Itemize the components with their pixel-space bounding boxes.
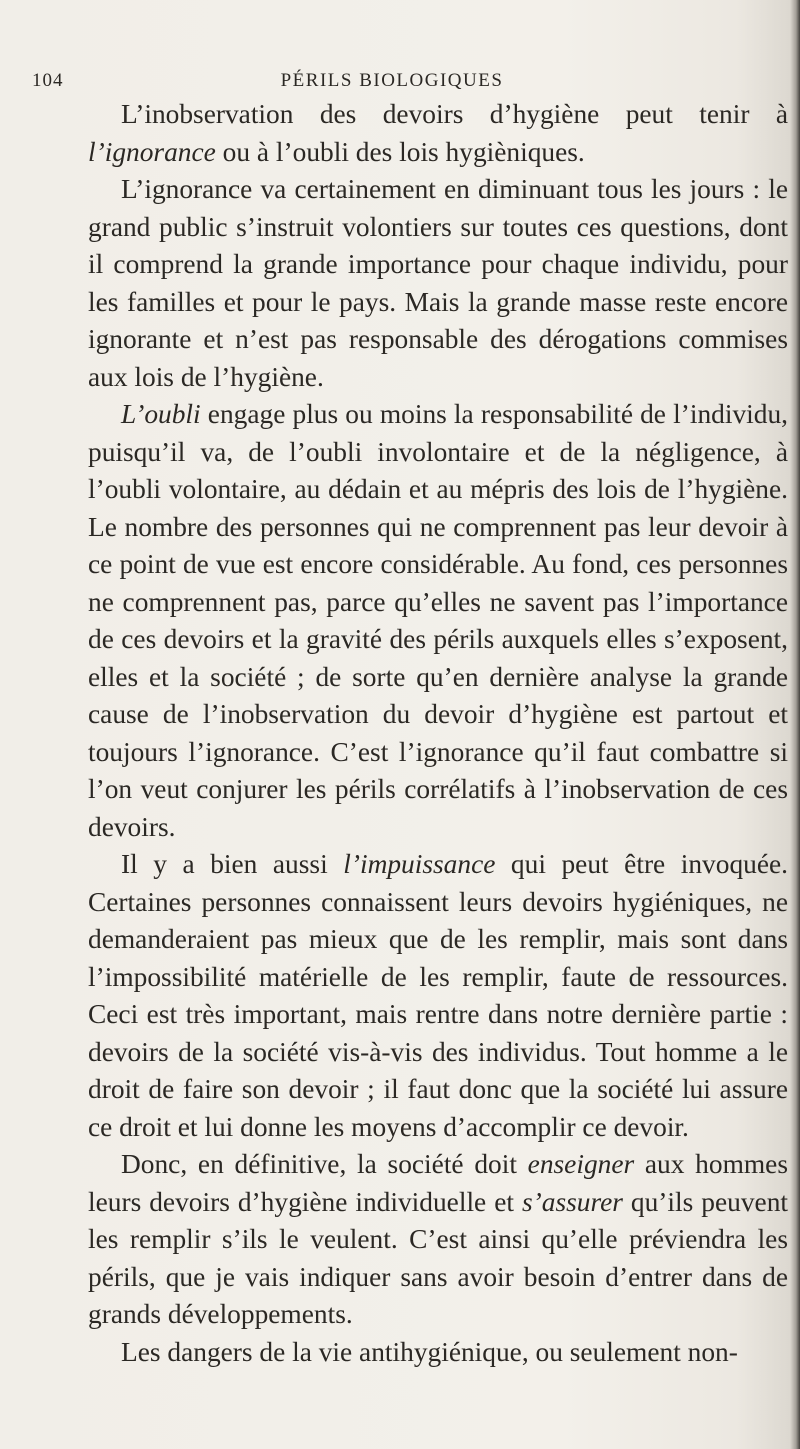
running-title: PÉRILS BIOLOGIQUES (280, 70, 504, 91)
text-run: Donc, en définitive, la société doit (121, 1149, 528, 1179)
paragraph (88, 1146, 788, 1334)
text-run: L’ignorance va certainement en diminuant tous les jours : le grand public s’instruit volontiers sur toutes ces questions, dont il comprend la grande importance pour chaque individu, pour les familles et pour le pays. Mais la grande masse reste encore ignorante et n’est pas responsable des dérogations commises aux lois de l’hygiène. (88, 174, 788, 392)
text-run: qui peut être invoquée. Certaines personnes connaissent leurs devoirs hygiéniques, ne demanderaient pas mieux que de les remplir, mais sont dans l’impossibilité matérielle de les remplir, faute de ressources. Ceci est très important, mais rentre dans notre dernière partie : devoirs de la société vis-à-vis des individus. Tout homme a le droit de faire son devoir ; il faut donc que la société lui assure ce droit et lui donne les moyens d’accomplir ce devoir. (88, 849, 789, 1142)
text-run: ou à l’oubli des lois hygièniques. (215, 136, 585, 167)
italic-run: enseigner (527, 1149, 635, 1179)
text-run: aux hommes leurs devoirs d’hygiène individuelle et (88, 1149, 789, 1217)
paragraph (88, 1334, 788, 1372)
paragraph (88, 396, 788, 846)
italic-run: s’assurer (521, 1186, 623, 1217)
paragraph (88, 96, 788, 171)
italic-run: l’impuissance (343, 849, 496, 879)
binding-edge (790, 0, 800, 1449)
text-run: Il y a bien aussi (121, 849, 344, 879)
body-text (88, 96, 788, 1371)
text-run: engage plus ou moins la responsabilité de l’individu, puisqu’il va, de l’oubli involontaire et de la négligence, à l’oubli volontaire, au dédain et au mépris des lois de l’hygiène. Le nombre des personnes qui ne comprennent pas leur devoir à ce point de vue est encore considérable. Au fond, ces personnes ne comprennent pas, parce qu’elles ne savent pas l’importance de ces devoirs et la gravité des périls auxquels elles s’exposent, elles et la société ; de sorte qu’en dernière analyse la grande cause de l’inobservation du devoir d’hygiène est partout et toujours l’ignorance. C’est l’ignorance qu’il faut combattre si l’on veut conjurer les périls corrélatifs à l’inobservation de ces devoirs. (88, 399, 788, 842)
italic-run: l’ignorance (88, 136, 216, 167)
text-run: Les dangers de la vie antihygiénique, ou seulement non- (121, 1336, 738, 1367)
page-number: 104 (32, 70, 64, 91)
italic-run: L’oubli (121, 399, 201, 429)
paragraph (88, 846, 788, 1146)
text-run: qu’ils peuvent les remplir s’ils le veulent. C’est ainsi qu’elle préviendra les périls, que je vais indiquer sans avoir besoin d’entrer dans de grands développements. (88, 1186, 788, 1329)
paragraph (88, 171, 788, 396)
text-run: L’inobservation des devoirs d’hygiène peut tenir à (121, 99, 788, 129)
